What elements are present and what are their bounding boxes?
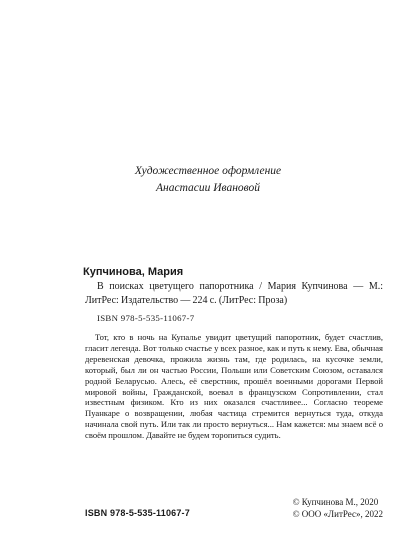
copyright-block — [293, 496, 383, 520]
design-credit — [0, 163, 416, 197]
bibliographic-record — [85, 265, 383, 441]
footer-isbn: ISBN 978-5-535-11067-7 — [85, 508, 190, 518]
design-credit-line1: Художественное оформление — [134, 165, 282, 177]
copyright-author: © Купчинова М., 2020 — [292, 497, 379, 507]
design-credit-line2: Анастасии Ивановой — [155, 182, 261, 194]
author-heading: Купчинова, Мария — [83, 266, 184, 278]
copyright-publisher: © ООО «ЛитРес», 2022 — [292, 509, 383, 519]
citation-text: В поисках цветущего папоротника / Мария Купчинова — М.: ЛитРес: Издательство — 224 с. (ЛитРес: Проза) — [85, 281, 383, 306]
isbn-record: ISBN 978-5-535-11067-7 — [97, 313, 195, 323]
annotation-text: Тот, кто в ночь на Купалье увидит цветущий папоротник, будет счастлив, гласит легенда. Вот только счастье у всех разное, как и путь к нему. Ева, обычная деревенская девочка, прожила жизнь там, где родилась, на кусочке земли, который, был ли он частью России, Польши или Советским Союзом, оставался родной Беларусью. Алесь, её сверстник, прошёл военными дорогами Первой мировой войны, Гражданской, воевал в французском Сопротивлении, стал известным физиком. Кто из них оказался счастливее... Согласно теореме Пуанкаре о возвращении, любая частица стремится вернуться туда, откуда начинала свой путь. Или так ли просто вернуться... Нам кажется: мы знаем всё о своём прошлом. Давайте не будем торопиться судить. — [85, 332, 383, 441]
